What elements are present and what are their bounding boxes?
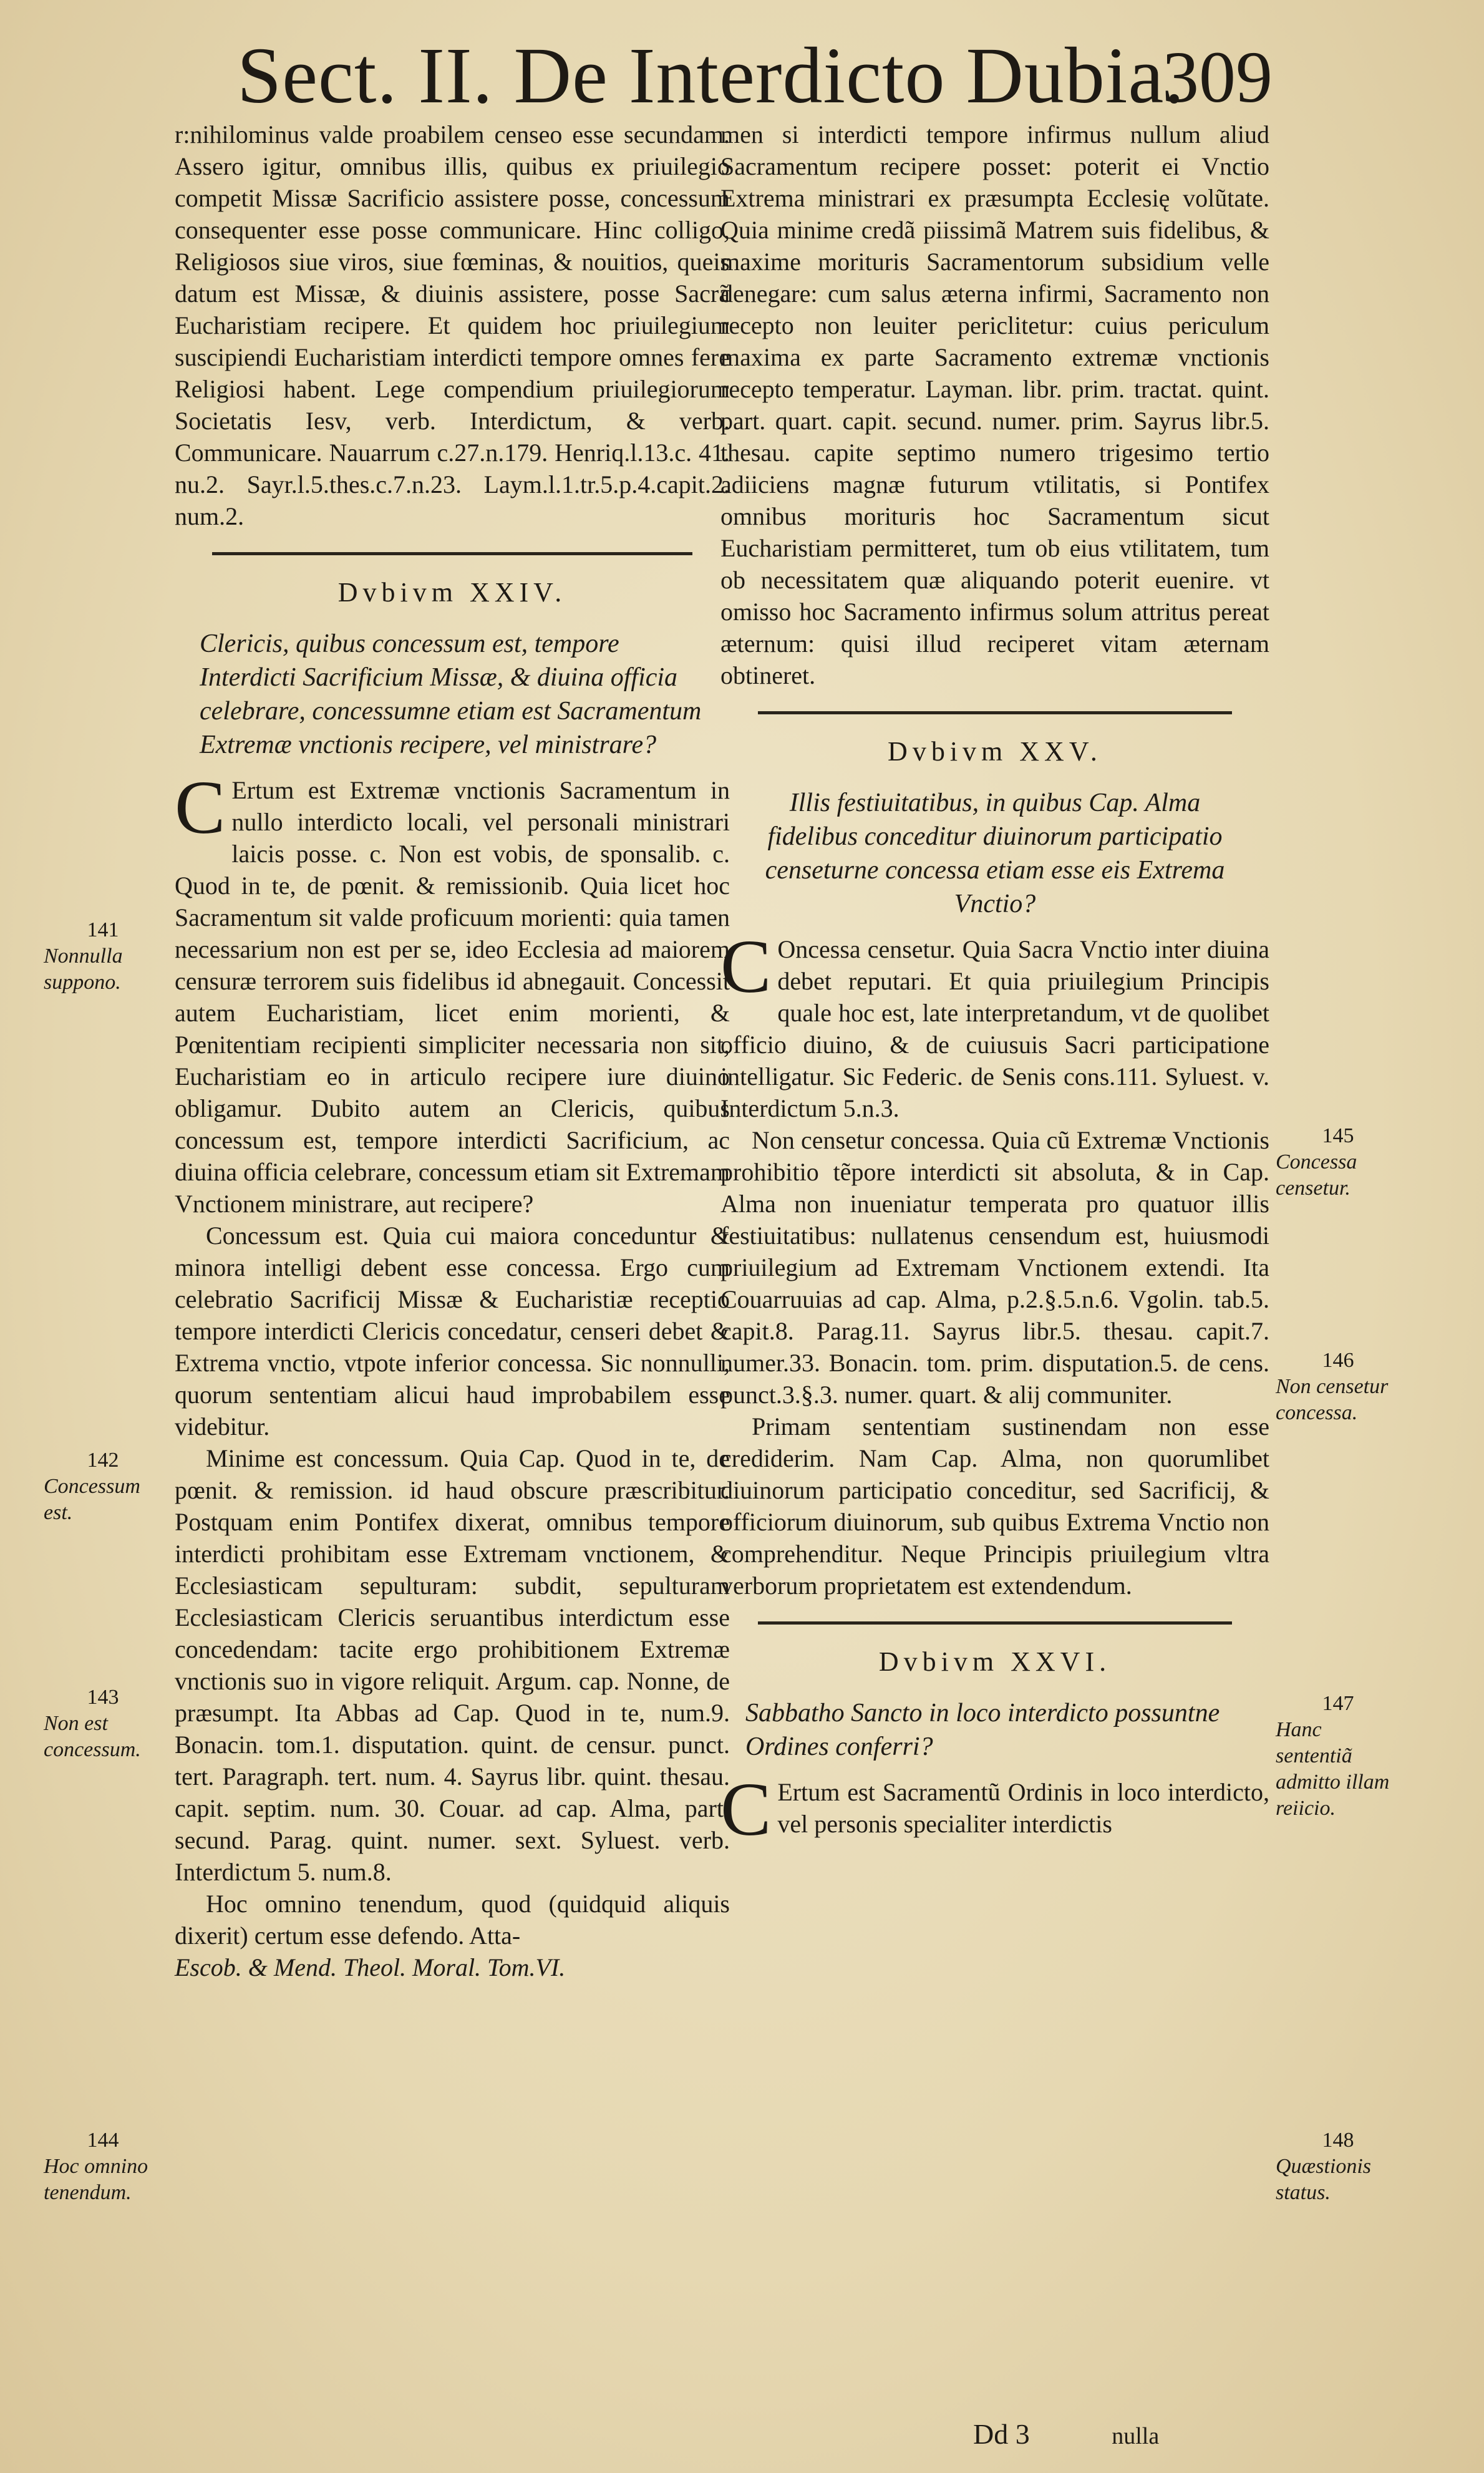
dubium-25-heading: Dvbivm XXV. (888, 736, 1102, 767)
margin-text: Concessum est. (44, 1475, 140, 1524)
dubium-24-heading: Dvbivm XXIV. (337, 577, 567, 608)
margin-text: Non censetur concessa. (1276, 1375, 1389, 1424)
margin-text: Hanc sententiã admitto illam reiicio. (1276, 1718, 1390, 1820)
section-divider (212, 552, 692, 555)
right-column (720, 119, 1269, 1852)
margin-number: 146 (1322, 1349, 1354, 1372)
drop-cap: C (720, 925, 772, 1009)
right-paragraph-1: men si interdicti tempore infirmus nullum aliud Sacramentum recipere posset: poterit ei Vnctio Extrema ministrari ex præsumpta Ecclesię volũtate. Quia minime credã piissimã Matrem suis fidelibus, & maxime morituris Sacramentorum subsidium velle denegare: cum salus æterna infirmi, Sacramento non recepto non leuiter periclitetur: cuius periculum maxima ex parte Sacramento extremæ vnctionis recepto temperatur. Layman. libr. prim. tractat. quint. part. quart. capit. secund. numer. prim. Sayrus libr.5. thesau. capite septimo numero trigesimo tertio adiiciens magnæ futurum vtilitatis, si Pontifex omnibus morituris hoc Sacramentum sicut Eucharistiam permitteret, tum ob eius vtilitatem, tum ob necessitatem quæ aliquando poterit euenire. vt omisso hoc Sacramento infirmus solum attritus pereat æternum: quisi illud reciperet vitam æternam obtineret. (720, 120, 1269, 689)
left-paragraph-3: Concessum est. Quia cui maiora conceduntur & minora intelligi debent esse concessa. Ergo cum celebratio Sacrificij Missæ & Eucharistiæ receptio tempore interdicti Clericis concedatur, censeri debet & Extrema vnctio, vtpote inferior concessa. Sic nonnulli, quorum sententiam alicui haud improbabilem esse videbitur. (175, 1222, 730, 1441)
running-title: Sect. II. De Interdicto Dubia. (237, 31, 1185, 120)
margin-number: 144 (87, 2129, 119, 2152)
right-paragraph-2-text: Oncessa censetur. Quia Sacra Vnctio inter diuina debet reputari. Et quia priuilegium Principis quale hoc est, late interpretandum, vt de quolibet officio diuino, & de cuiusuis Sacri participatione intelligatur. Sic Federic. de Senis cons.111. Syluest. v. Interdictum 5.n.3. (720, 935, 1269, 1122)
drop-cap: C (720, 1767, 772, 1852)
left-paragraph-1: r:nihilominus valde proabilem censeo esse secundam. Assero igitur, omnibus illis, quibus ex priuilegio competit Missæ Sacrificio assistere posse, concessum consequenter esse posse communicare. Hinc colligo, Religiosos siue viros, siue fœminas, & nouitios, queis datum est Missæ, & diuinis assistere, posse Sacrã Eucharistiam recipere. Et quidem hoc priuilegium suscipiendi Eucharistiam interdicti tempore omnes fere Religiosi habent. Lege compendium priuilegiorum Societatis Iesv, verb. Interdictum, & verb. Communicare. Nauarrum c.27.n.179. Henriq.l.13.c. 41. nu.2. Sayr.l.5.thes.c.7.n.23. Laym.l.1.tr.5.p.4.capit.2. num.2. (175, 120, 730, 530)
running-header (237, 30, 1310, 124)
margin-number: 147 (1322, 1692, 1354, 1715)
right-paragraph-3: Non censetur concessa. Quia cũ Extremæ Vnctionis prohibitio tẽpore interdicti sit absoluta, & in Cap. Alma non inueniatur temperata pro quatuor illis festiuitatibus: nullatenus censendum est, huiusmodi priuilegium ad Extremam Vnctionem extendi. Ita Couarruuias ad cap. Alma, p.2.§.5.n.6. Vgolin. tab.5. capit.8. Parag.11. Sayrus libr.5. thesau. capit.7. numer.33. Bonacin. tom. prim. disputation.5. de cens. punct.3.§.3. numer. quart. & alij communiter. (720, 1126, 1269, 1409)
left-paragraph-5: Hoc omnino tenendum, quod (quidquid aliquis dixerit) certum esse defendo. Atta- (175, 1890, 730, 1950)
dubium-25-question: Illis festiuitatibus, in quibus Cap. Alma fidelibus conceditur diuinorum participatio censeturne concessa etiam esse eis Extrema Vnctio? (765, 789, 1225, 918)
right-paragraph-5-text: Ertum est Sacramentũ Ordinis in loco interdicto, vel personis specialiter interdictis (777, 1778, 1269, 1838)
left-footer: Escob. & Mend. Theol. Moral. Tom.VI. (175, 1953, 566, 1981)
signature-mark: Dd 3 (973, 2418, 1030, 2450)
right-paragraph-4: Primam sententiam sustinendam non esse crediderim. Nam Cap. Alma, non quorumlibet diuinorum participatio conceditur, sed Sacrificij, & officiorum diuinorum, sub quibus Extrema Vnctio non comprehenditur. Neque Principis priuilegium vltra verborum proprietatem est extendendum. (720, 1412, 1269, 1600)
margin-text: Concessa censetur. (1276, 1150, 1357, 1200)
left-paragraph-4: Minime est concessum. Quia Cap. Quod in te, de pœnit. & remission. id haud obscure præscribitur. Postquam enim Pontifex dixerat, omnibus tempore interdicti prohibitam esse Extremam vnctionem, & Ecclesiasticam sepulturam: subdit, sepulturam Ecclesiasticam Clericis seruantibus interdictum esse concedendam: tacite ergo prohibitionem Extremæ vnctionis suo in vigore reliquit. Argum. cap. Nonne, de præsumpt. Ita Abbas ad Cap. Quod in te, num.9. Bonacin. tom.1. disputation. quint. de censur. punct. tert. Paragraph. tert. num. 4. Sayrus libr. quint. thesau. capit. septim. num. 30. Couar. ad cap. Alma, part. secund. Parag. quint. numer. sext. Syluest. verb. Interdictum 5. num.8. (175, 1444, 730, 1886)
section-divider (758, 711, 1232, 714)
margin-number: 148 (1322, 2129, 1354, 2152)
margin-number: 142 (87, 1449, 119, 1472)
right-paragraph-5 (720, 1767, 1269, 1852)
margin-note-147 (1276, 1691, 1400, 1822)
left-paragraph-2-text: Ertum est Extremæ vnctionis Sacramentum in nullo interdicto locali, vel personali ministrari laicis posse. c. Non est vobis, de sponsalib. c. Quod in te, de pœnit. & remissionib. Quia licet hoc Sacramentum sit valde proficuum morienti: quia tamen necessarium non est per se, ideo Ecclesia ad maiorem censuræ terrorem suis fidelibus id abnegauit. Concessit autem Eucharistiam, licet enim morienti, & Pœnitentiam recipienti simpliciter necessaria non sit, Eucharistiam eo in articulo recipere iure diuino obligamur. Dubito autem an Clericis, quibus concessum est, tempore interdicti Sacrificium, ac diuina officia celebrare, concessum etiam sit Extremam Vnctionem ministrare, aut recipere? (175, 776, 730, 1218)
margin-note-146 (1276, 1348, 1400, 1426)
dubium-26-question: Sabbatho Sancto in loco interdicto possuntne Ordines conferri? (745, 1699, 1220, 1761)
margin-note-148 (1276, 2127, 1400, 2206)
margin-note-144 (44, 2127, 162, 2206)
margin-note-143 (44, 1684, 162, 1763)
margin-note-141 (44, 917, 162, 996)
dubium-24-question: Clericis, quibus concessum est, tempore Interdicti Sacrificium Missæ, & diuina officia celebrare, concessumne etiam est Sacramentum Extremæ vnctionis recipere, vel ministrare? (200, 629, 702, 759)
page-number: 309 (1162, 36, 1273, 118)
margin-number: 143 (87, 1686, 119, 1709)
margin-text: Hoc omnino tenendum. (44, 2155, 148, 2204)
left-column (175, 119, 730, 1983)
signature-line (973, 2417, 1159, 2451)
section-divider (758, 1621, 1232, 1625)
margin-number: 141 (87, 918, 119, 941)
left-paragraph-2 (175, 765, 730, 1220)
drop-cap: C (175, 765, 226, 850)
margin-text: Nonnulla suppono. (44, 945, 123, 994)
margin-note-145 (1276, 1123, 1400, 1202)
right-paragraph-2 (720, 925, 1269, 1124)
margin-text: Quæstionis status. (1276, 2155, 1372, 2204)
margin-text: Non est concessum. (44, 1712, 141, 1761)
dubium-26-heading: Dvbivm XXVI. (878, 1646, 1112, 1677)
margin-number: 145 (1322, 1124, 1354, 1147)
margin-note-142 (44, 1447, 162, 1526)
catchword: nulla (1112, 2423, 1160, 2449)
